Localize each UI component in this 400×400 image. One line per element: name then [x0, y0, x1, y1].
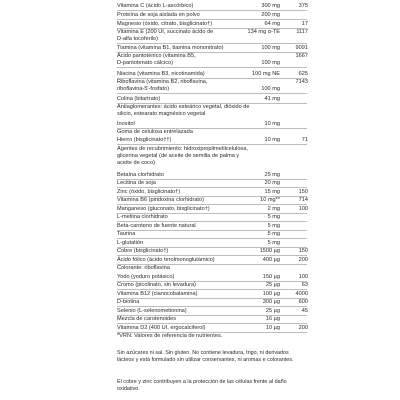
nutrient-vrn: 17 [301, 21, 308, 27]
nutrient-amount: 10 mg [264, 137, 280, 143]
nutrient-name: Ácido fólico (ácido terolmonoglutámico) [117, 257, 215, 263]
nutrient-row [117, 308, 307, 315]
nutrient-amount: 5 mg [267, 231, 280, 237]
nutrient-amount: 25 µg [265, 282, 280, 288]
nutrient-name: Yodo (yoduro potásico) [117, 274, 175, 280]
nutrient-row [117, 248, 307, 255]
nutrient-name: L-metiina clorhidrato [117, 214, 168, 220]
nutrient-amount: 150 µg [262, 274, 280, 280]
nutrient-amount: 5 mg [267, 223, 280, 229]
nutrient-name: Taurina [117, 231, 136, 237]
nutrient-name: Manganeso (gluconato, bisglicinato†) [117, 206, 210, 212]
nutrient-row [117, 71, 307, 78]
footnote [117, 350, 307, 363]
nutrient-row [117, 316, 307, 323]
nutrient-row [117, 79, 307, 93]
nutrient-amount: 5 mg [267, 240, 280, 246]
nutrient-row [117, 29, 307, 43]
nutrient-name: Selenio (L-selenometionina) [117, 308, 187, 314]
nutrient-vrn: 1667 [295, 53, 308, 59]
nutrient-vrn: 9091 [295, 45, 308, 51]
nutrient-row [117, 197, 307, 204]
nutrient-amount: 20 mg [264, 180, 280, 186]
nutrient-row [117, 129, 307, 136]
nutrient-vrn: 375 [298, 3, 308, 9]
nutrient-row [117, 299, 307, 306]
nutrient-row [117, 257, 307, 264]
nutrient-row [117, 189, 307, 196]
nutrient-vrn: 200 [298, 257, 308, 263]
nutrient-name: Cobre (bisglicinato†) [117, 248, 169, 254]
footnote [117, 379, 307, 392]
nutrient-amount: 10 mg [264, 121, 280, 127]
nutrient-name: Colorante: riboflavina [117, 265, 170, 271]
nutrient-name: Beta-caroteno de fuente natural [117, 223, 196, 229]
nutrient-name: Agentes de recubrimiento: hidroxipropilmetilcelulosa, glicerina vegetal (de aceite de semilla de palma y aceite de coco) [117, 146, 248, 166]
nutrient-amount: 10 µg [265, 325, 280, 331]
nutrient-row [117, 282, 307, 289]
nutrient-name: Vitamina B12 (cianocobalamina) [117, 291, 198, 297]
nutrient-row [117, 214, 307, 221]
nutrient-vrn: 1117 [296, 29, 308, 35]
nutrient-amount: 10 mg** [260, 197, 280, 203]
nutrient-row [117, 12, 307, 19]
nutrient-vrn: 71 [301, 137, 308, 143]
nutrient-name: Vitamina B6 (piridoxina clorhidrato) [117, 197, 204, 203]
nutrient-row [117, 96, 307, 103]
nutrient-name: Inositol [117, 121, 135, 127]
nutrient-amount: 100 mg [261, 45, 280, 51]
nutrient-row [117, 45, 307, 52]
nutrient-vrn: 7143 [295, 79, 308, 85]
nutrient-name: El cobre y zinc contribuyen a la protección de las células frente al daño oxidativo. [117, 379, 287, 392]
nutrient-vrn: 625 [298, 71, 308, 77]
nutrient-name: Antiaglomerantes: ácido esteárico vegetal, dióxido de silicio, estearato magnésico vegetal [117, 104, 250, 117]
nutrient-vrn: 200 [298, 325, 308, 331]
nutrient-vrn: 100 [298, 274, 308, 280]
nutrient-amount: 25 mg [264, 172, 280, 178]
nutrient-row [117, 121, 307, 128]
nutrient-row [117, 240, 307, 247]
nutrient-name: Ácido pantoténico (vitamina B5, D-pantotenato cálcico) [117, 53, 196, 66]
nutrient-row [117, 291, 307, 298]
nutrient-name: D-biotina [117, 299, 140, 305]
nutrient-row [117, 137, 307, 144]
nutrient-vrn: 63 [301, 282, 308, 288]
nutrient-name: Vitamina C (ácido L-ascórbico) [117, 3, 194, 9]
nutrient-name: Colina (bitartrato) [117, 96, 161, 102]
nutrient-vrn: 150 [298, 189, 308, 195]
nutrient-amount: 300 µg [262, 299, 280, 305]
nutrient-name: Tiamina (vitamina B1, tiamina mononitrato) [117, 45, 224, 51]
nutrient-amount: 134 mg α-TE [247, 29, 280, 35]
nutrient-vrn: 100 [298, 206, 308, 212]
nutrient-amount: 64 mg [264, 21, 280, 27]
nutrient-name: Riboflavina (vitamina B2, riboflavina, riboflavina-5'-fosfato) [117, 79, 208, 92]
nutrient-amount: 100 mg [261, 60, 280, 67]
nutrient-name: Lecitina de soja [117, 180, 156, 186]
nutrient-name: L-glutatión [117, 240, 144, 246]
nutrient-amount: 2 mg [267, 206, 280, 212]
nutrient-name: Proteína de soja aislada en polvo [117, 12, 200, 18]
nutrient-name: Betaína clorhidrato [117, 172, 164, 178]
nutrient-amount: 100 µg [262, 291, 280, 297]
nutrient-name: Vitamina E (200 UI, succinato ácido de D-alfa tocoferilo) [117, 29, 214, 42]
nutrient-row [117, 3, 307, 10]
nutrient-amount: 100 mg NE [252, 71, 280, 77]
nutrient-name: *VRN: Valores de referencia de nutrientes. [117, 333, 223, 339]
row-divider [117, 93, 307, 94]
nutrient-row [117, 172, 307, 179]
nutrient-vrn: 600 [298, 299, 308, 305]
nutrient-row [117, 180, 307, 187]
nutrient-amount: 25 µg [265, 308, 280, 314]
nutrient-name: Zinc (óxido, bisglicinato†) [117, 189, 181, 195]
nutrient-row [117, 146, 307, 168]
nutrient-amount: 100 mg [261, 86, 280, 93]
nutrient-vrn: 150 [298, 248, 308, 254]
nutrient-name: Hierro (bisglicinato††) [117, 137, 172, 143]
nutrient-row [117, 223, 307, 230]
nutrient-vrn: 45 [301, 308, 308, 314]
nutrient-amount: 15 mg [264, 189, 280, 195]
nutrient-amount: 41 mg [264, 96, 280, 102]
nutrient-row [117, 53, 307, 67]
nutrient-amount: 300 mg [261, 3, 280, 9]
nutrient-row [117, 325, 307, 332]
nutrient-amount: 5 mg [267, 214, 280, 220]
nutrient-name: Mezcla de carotenoides [117, 316, 177, 322]
nutrient-name: Sin azúcares ni sal. Sin gluten. No contiene levadura, trigo, ni derivados lácteos y está formulado sin utilizar conservantes, ni aromas e colorantes. [117, 350, 294, 363]
nutrient-amount: 400 µg [262, 257, 280, 263]
nutrient-amount: 1500 µg [259, 248, 280, 254]
nutrient-name: Cromo (picolinato, sin levadura) [117, 282, 196, 288]
nutrient-row [117, 104, 307, 118]
nutrient-row [117, 231, 307, 238]
nutrient-row [117, 21, 307, 28]
nutrient-name: Vitamina D2 (400 UI, ergocalciferol) [117, 325, 206, 331]
nutrient-name: Goma de celulosa entrelazada [117, 129, 193, 135]
nutrient-row [117, 206, 307, 213]
nutrient-row [117, 274, 307, 281]
nutrient-amount: 200 mg [261, 12, 280, 18]
nutrient-row [117, 333, 307, 340]
nutrient-row [117, 265, 307, 272]
nutrient-name: Magnesio (óxido, citrato, bisglicinato†) [117, 21, 213, 27]
nutrient-amount: 16 µg [265, 316, 280, 322]
nutrient-vrn: 4000 [295, 291, 308, 297]
row-divider [117, 67, 307, 68]
nutrient-vrn: 714 [298, 197, 308, 203]
nutrient-name: Niacina (vitamina B3, nicotinamida) [117, 71, 205, 77]
